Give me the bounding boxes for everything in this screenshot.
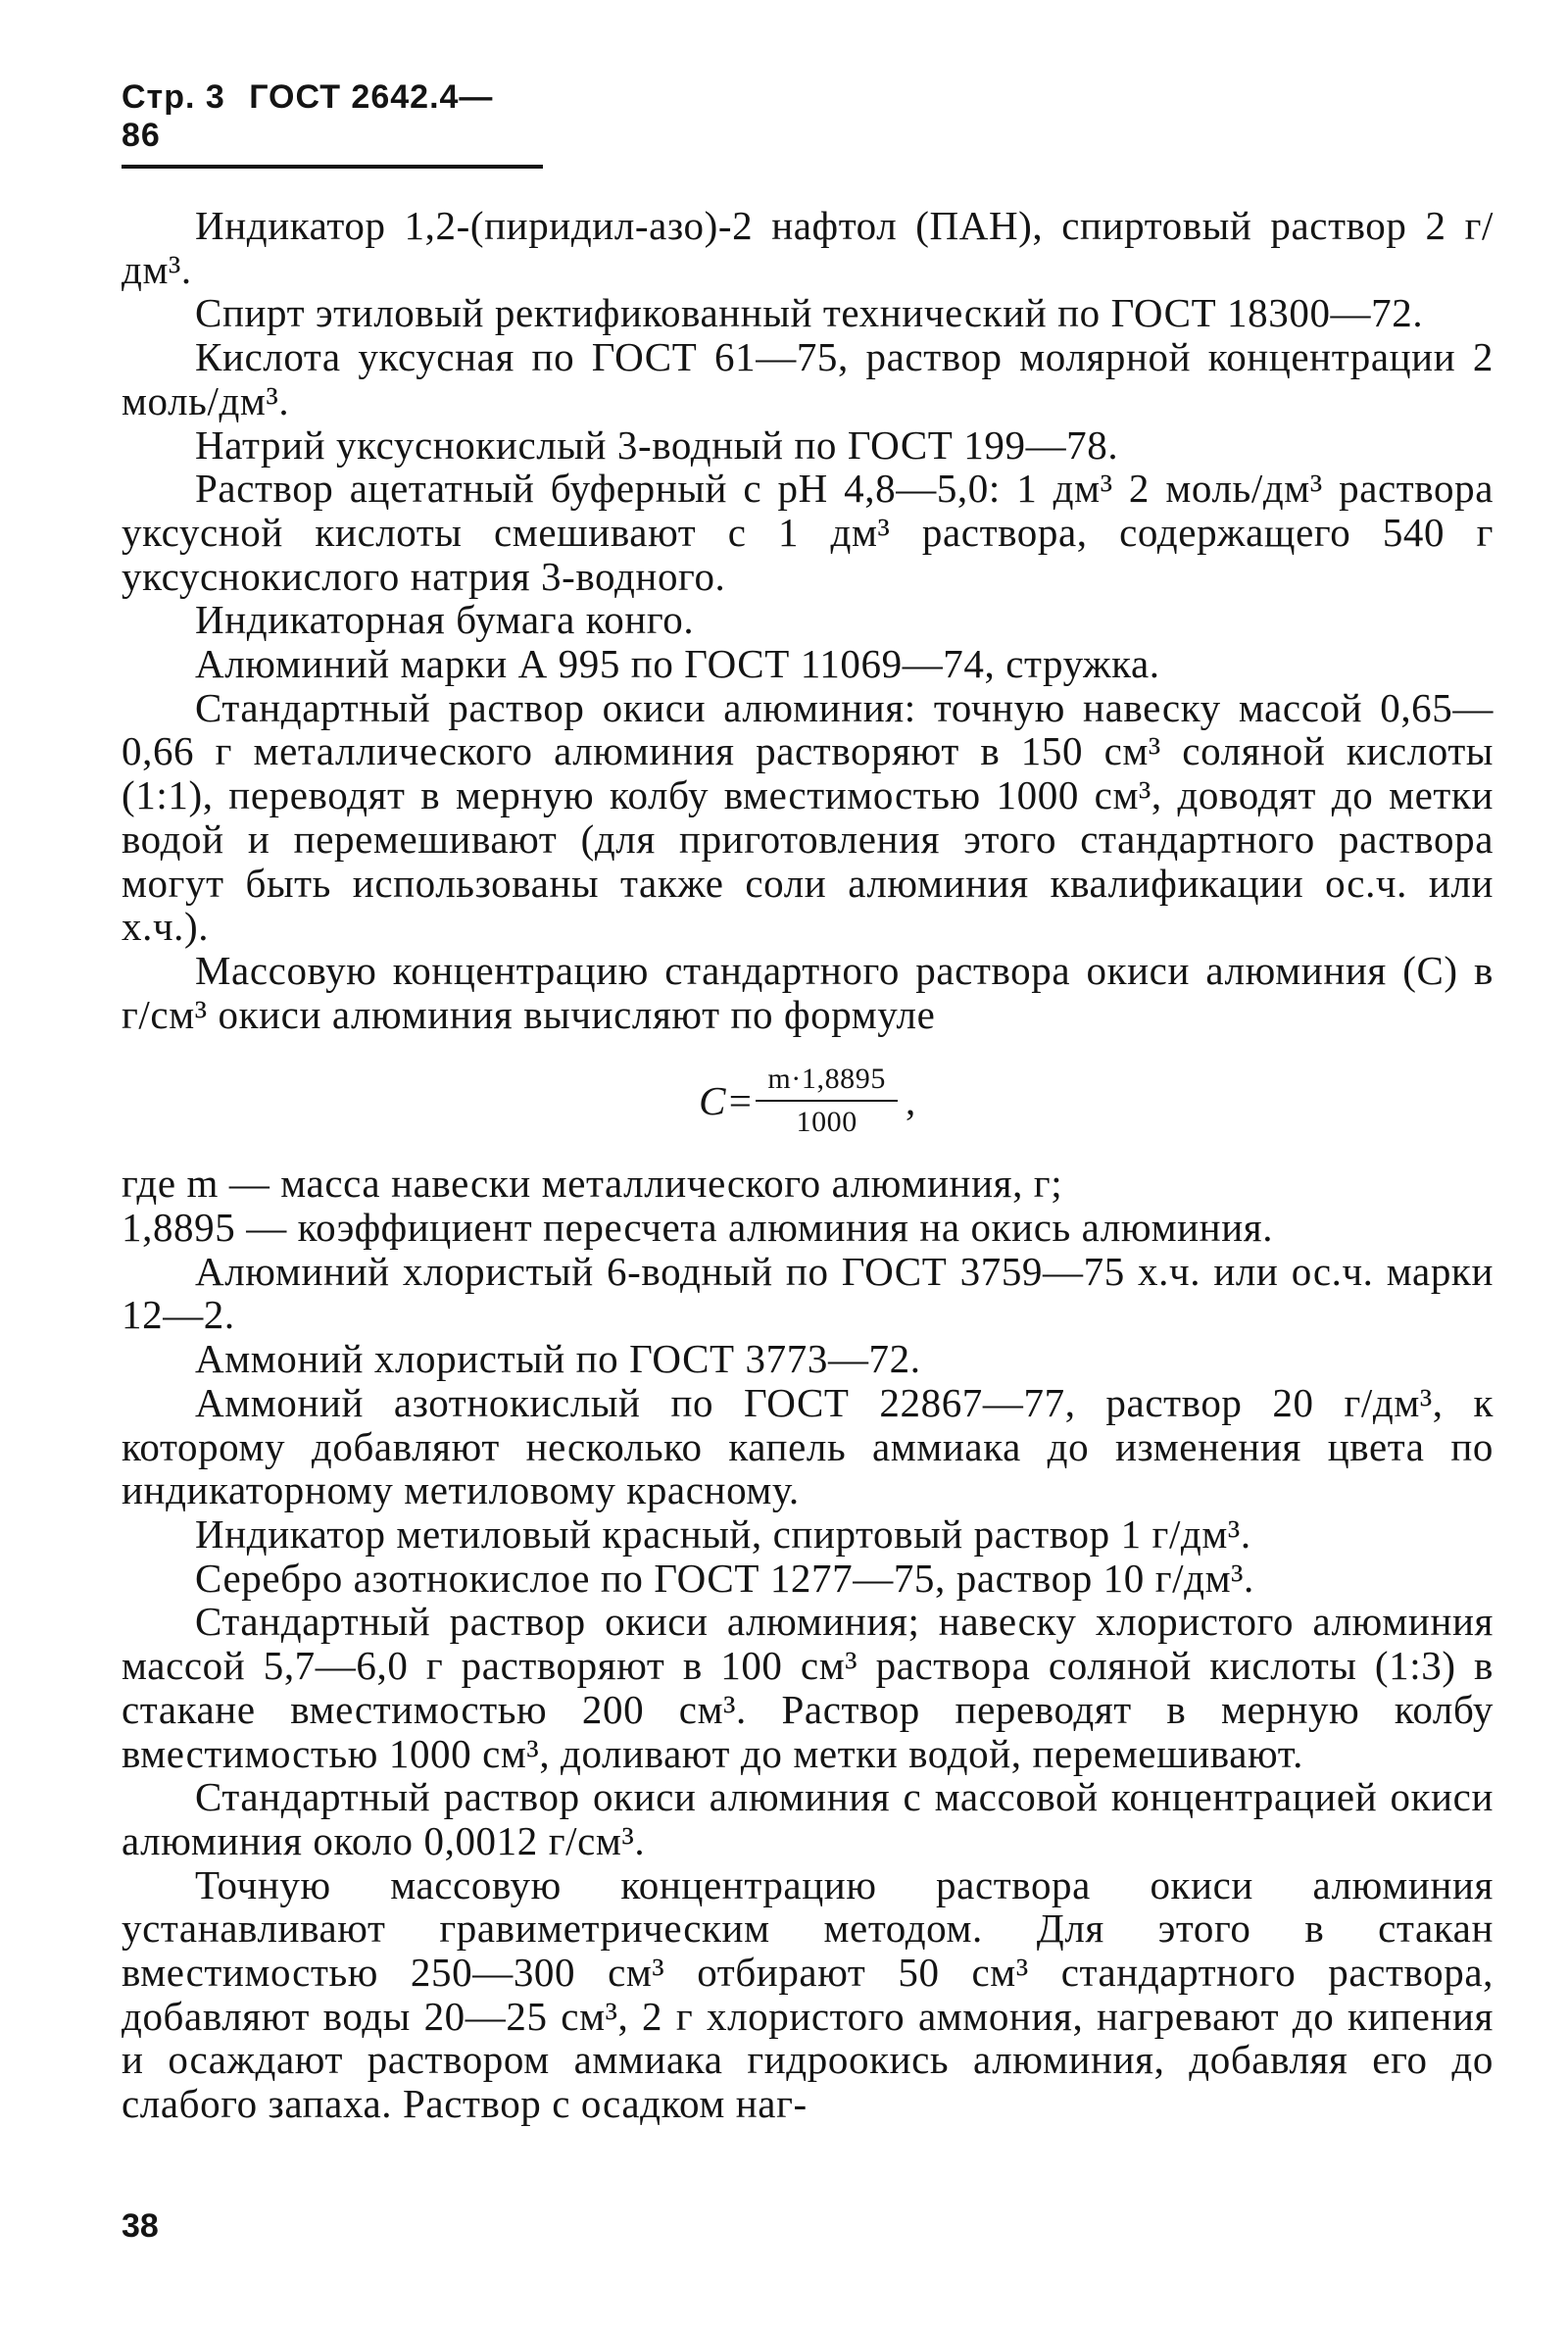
paragraph: Серебро азотнокислое по ГОСТ 1277—75, раствор 10 г/дм³. <box>195 1555 1254 1601</box>
standard-number: ГОСТ 2642.4—86 <box>122 78 494 154</box>
paragraph: Спирт этиловый ректификованный технический по ГОСТ 18300—72. <box>195 290 1424 336</box>
body-text <box>122 204 1494 2126</box>
paragraph: Аммоний хлористый по ГОСТ 3773—72. <box>195 1336 921 1382</box>
paragraph: Раствор ацетатный буферный с pH 4,8—5,0: 1 дм³ 2 моль/дм³ раствора уксусной кислоты смешивают с 1 дм³ раствора, содержащего 540 г уксуснокислого натрия 3-водного. <box>122 466 1494 599</box>
paragraph: Точную массовую концентрацию раствора окиси алюминия устанавливают гравиметрическим методом. Для этого в стакан вместимостью 250—300 см³ отбирают 50 см³ стандартного раствора, добавляют воды 20—25 см³, 2 г хлористого аммония, нагревают до кипения и осаждают раствором аммиака гидроокись алюминия, добавляя его до слабого запаха. Раствор с осадком наг- <box>122 1861 1494 2127</box>
paragraph: Индикаторная бумага конго. <box>195 597 695 643</box>
formula-denominator: 1000 <box>756 1100 898 1141</box>
page-number: 38 <box>122 2207 159 2245</box>
legend-line: где m — масса навески металлического алюминия, г; <box>122 1161 1063 1207</box>
formula-lhs: C= <box>699 1078 755 1123</box>
paragraph: Стандартный раствор окиси алюминия: точную навеску массой 0,65—0,66 г металлического алюминия растворяют в 150 см³ соляной кислоты (1:1), переводят в мерную колбу вместимостью 1000 см³, доводят до метки водой и перемешивают (для приготовления этого стандартного раствора могут быть использованы также соли алюминия квалификации ос.ч. или х.ч.). <box>122 684 1494 950</box>
paragraph: Стандартный раствор окиси алюминия с массовой концентрацией окиси алюминия около 0,0012 г/см³. <box>122 1774 1494 1863</box>
paragraph: Кислота уксусная по ГОСТ 61—75, раствор молярной концентрации 2 моль/дм³. <box>122 334 1494 423</box>
document-page <box>122 78 1494 2126</box>
paragraph: Стандартный раствор окиси алюминия; навеску хлористого алюминия массой 5,7—6,0 г растворяют в 100 см³ раствора соляной кислоты (1:3) в стакане вместимостью 200 см³. Раствор переводят в мерную колбу вместимостью 1000 см³, доливают до метки водой, перемешивают. <box>122 1599 1494 1776</box>
paragraph: Массовую концентрацию стандартного раствора окиси алюминия (C) в г/см³ окиси алюминия вычисляют по формуле <box>122 947 1494 1037</box>
paragraph: Индикатор метиловый красный, спиртовый раствор 1 г/дм³. <box>195 1510 1251 1557</box>
legend-line: 1,8895 — коэффициент пересчета алюминия на окись алюминия. <box>122 1205 1274 1251</box>
running-header <box>122 78 543 169</box>
formula-comma: , <box>906 1078 916 1123</box>
formula-numerator: m·1,8895 <box>767 1063 886 1096</box>
paragraph: Аммоний азотнокислый по ГОСТ 22867—77, раствор 20 г/дм³, к которому добавляют несколько капель аммиака до изменения цвета по индикаторному метиловому красному. <box>122 1379 1494 1513</box>
page-label: Стр. 3 <box>122 78 225 116</box>
paragraph: Алюминий хлористый 6-водный по ГОСТ 3759—75 х.ч. или ос.ч. марки 12—2. <box>122 1248 1494 1338</box>
formula <box>122 1054 1494 1148</box>
formula-fraction <box>761 1061 892 1141</box>
paragraph: Индикатор 1,2-(пиридил-азо)-2 нафтол (ПАН), спиртовый раствор 2 г/дм³. <box>122 203 1494 292</box>
paragraph: Алюминий марки А 995 по ГОСТ 11069—74, стружка. <box>195 641 1160 687</box>
paragraph: Натрий уксуснокислый 3-водный по ГОСТ 199—78. <box>195 421 1119 468</box>
